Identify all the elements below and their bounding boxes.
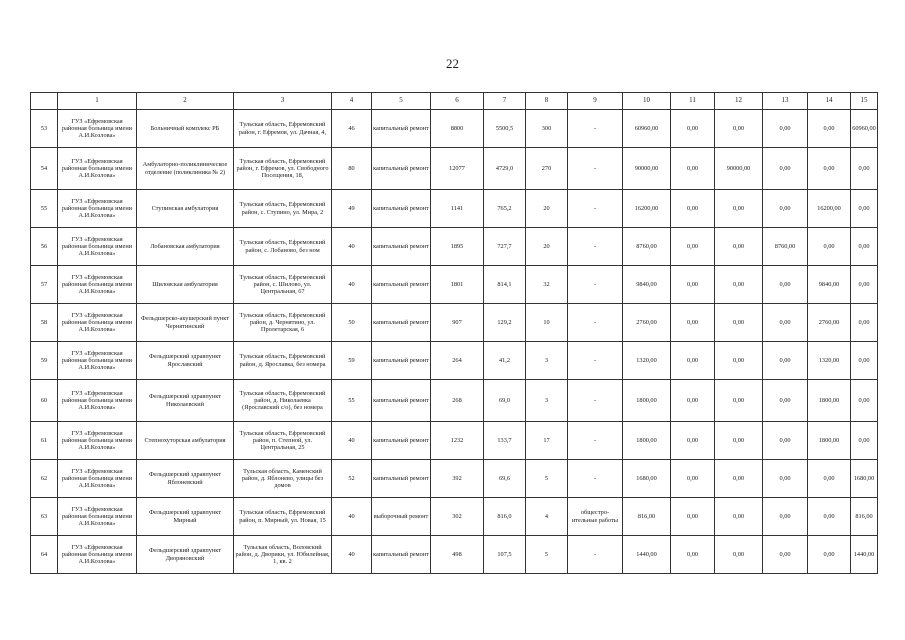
address-cell: Тульская область, Ефремовский район, п. Мирный, ул. Новая, 15	[234, 498, 332, 536]
repair-type-cell: капитальный ремонт	[372, 536, 431, 574]
repair-type-cell: капитальный ремонт	[372, 110, 431, 148]
col-13-cell: 0,00	[763, 304, 808, 342]
col-8-cell: 5	[526, 536, 568, 574]
col-7-cell: 4729,0	[484, 148, 526, 190]
col-13-cell: 0,00	[763, 536, 808, 574]
col-8-cell: 3	[526, 342, 568, 380]
address-cell: Тульская область, Воловский район, д. Дворики, ул. Юбилейная, 1, кв. 2	[234, 536, 332, 574]
repair-type-cell: капитальный ремонт	[372, 228, 431, 266]
row-number: 63	[31, 498, 58, 536]
object-name-cell: Степнохуторская амбулатория	[137, 422, 234, 460]
address-cell: Тульская область, Ефремовский район, д. Николаевка (Ярославский с/о), без номера	[234, 380, 332, 422]
organization-cell: ГУЗ «Ефремовская районная больница имени А.И.Козлова»	[58, 110, 137, 148]
col-9-cell: -	[568, 228, 623, 266]
col-10-cell: 90000,00	[623, 148, 671, 190]
row-number: 53	[31, 110, 58, 148]
header-cell-12: 12	[715, 93, 763, 110]
repair-type-cell: капитальный ремонт	[372, 422, 431, 460]
col-10-cell: 816,00	[623, 498, 671, 536]
col-11-cell: 0,00	[671, 304, 715, 342]
page-number: 22	[446, 56, 459, 71]
col-12-cell: 0,00	[715, 304, 763, 342]
col-8-cell: 32	[526, 266, 568, 304]
header-cell-7: 7	[484, 93, 526, 110]
col-8-cell: 3	[526, 380, 568, 422]
col-10-cell: 9840,00	[623, 266, 671, 304]
organization-cell: ГУЗ «Ефремовская районная больница имени А.И.Козлова»	[58, 536, 137, 574]
object-name-cell: Лобановская амбулатория	[137, 228, 234, 266]
col-8-cell: 300	[526, 110, 568, 148]
col-4-cell: 59	[332, 342, 372, 380]
col-8-cell: 20	[526, 228, 568, 266]
col-10-cell: 1440,00	[623, 536, 671, 574]
organization-cell: ГУЗ «Ефремовская районная больница имени А.И.Козлова»	[58, 342, 137, 380]
col-4-cell: 50	[332, 304, 372, 342]
table-row	[31, 422, 878, 460]
col-6-cell: 1895	[431, 228, 484, 266]
col-10-cell: 1800,00	[623, 422, 671, 460]
row-number: 64	[31, 536, 58, 574]
header-cell-9: 9	[568, 93, 623, 110]
col-15-cell: 0,00	[851, 422, 878, 460]
col-9-cell: -	[568, 422, 623, 460]
col-10-cell: 1320,00	[623, 342, 671, 380]
object-name-cell: Фельдшерский здравпункт Яблоневский	[137, 460, 234, 498]
object-name-cell: Шиловская амбулатория	[137, 266, 234, 304]
col-10-cell: 60960,00	[623, 110, 671, 148]
col-13-cell: 0,00	[763, 190, 808, 228]
col-8-cell: 10	[526, 304, 568, 342]
object-name-cell: Фельдшерский здравпункт Николаевский	[137, 380, 234, 422]
object-name-cell: Фельдшерский здравпункт Дворяновский	[137, 536, 234, 574]
col-15-cell: 1440,00	[851, 536, 878, 574]
col-8-cell: 4	[526, 498, 568, 536]
col-12-cell: 0,00	[715, 228, 763, 266]
col-14-cell: 0,00	[808, 460, 851, 498]
col-15-cell: 0,00	[851, 342, 878, 380]
col-13-cell: 8760,00	[763, 228, 808, 266]
col-13-cell: 0,00	[763, 460, 808, 498]
col-6-cell: 8800	[431, 110, 484, 148]
object-name-cell: Амбулаторно-поликлиническое отделение (поликлиника № 2)	[137, 148, 234, 190]
col-15-cell: 0,00	[851, 228, 878, 266]
col-7-cell: 107,5	[484, 536, 526, 574]
header-cell-11: 11	[671, 93, 715, 110]
col-12-cell: 0,00	[715, 380, 763, 422]
col-15-cell: 1680,00	[851, 460, 878, 498]
row-number: 55	[31, 190, 58, 228]
col-6-cell: 1141	[431, 190, 484, 228]
organization-cell: ГУЗ «Ефремовская районная больница имени А.И.Козлова»	[58, 460, 137, 498]
col-8-cell: 270	[526, 148, 568, 190]
col-14-cell: 1320,00	[808, 342, 851, 380]
header-cell-5: 5	[372, 93, 431, 110]
row-number: 57	[31, 266, 58, 304]
table-row	[31, 460, 878, 498]
repair-type-cell: капитальный ремонт	[372, 304, 431, 342]
table-row	[31, 228, 878, 266]
col-15-cell: 0,00	[851, 266, 878, 304]
col-14-cell: 0,00	[808, 110, 851, 148]
header-cell-4: 4	[332, 93, 372, 110]
table-row	[31, 190, 878, 228]
col-13-cell: 0,00	[763, 342, 808, 380]
facility-repair-table	[30, 92, 878, 574]
address-cell: Тульская область, Ефремовский район, г. Ефремов, ул. Дачная, 4,	[234, 110, 332, 148]
col-12-cell: 0,00	[715, 190, 763, 228]
col-6-cell: 12077	[431, 148, 484, 190]
row-number: 58	[31, 304, 58, 342]
col-11-cell: 0,00	[671, 342, 715, 380]
col-4-cell: 40	[332, 536, 372, 574]
col-4-cell: 40	[332, 228, 372, 266]
address-cell: Тульская область, Ефремовский район, д. Чернятино, ул. Пролетарская, 6	[234, 304, 332, 342]
object-name-cell: Фельдшерский здравпункт Мирный	[137, 498, 234, 536]
col-11-cell: 0,00	[671, 536, 715, 574]
col-12-cell: 0,00	[715, 498, 763, 536]
object-name-cell: Фельдшерский здравпункт Ярославский	[137, 342, 234, 380]
col-8-cell: 20	[526, 190, 568, 228]
address-cell: Тульская область, Каменский район, д. Яблонево, улицы без домов	[234, 460, 332, 498]
col-11-cell: 0,00	[671, 148, 715, 190]
col-11-cell: 0,00	[671, 110, 715, 148]
table-row	[31, 536, 878, 574]
col-12-cell: 0,00	[715, 536, 763, 574]
header-cell-8: 8	[526, 93, 568, 110]
col-9-cell: -	[568, 536, 623, 574]
col-15-cell: 0,00	[851, 148, 878, 190]
row-number: 54	[31, 148, 58, 190]
col-13-cell: 0,00	[763, 266, 808, 304]
header-cell-blank	[31, 93, 58, 110]
repair-type-cell: выборочный ремонт	[372, 498, 431, 536]
row-number: 56	[31, 228, 58, 266]
col-9-cell: -	[568, 304, 623, 342]
col-11-cell: 0,00	[671, 190, 715, 228]
col-14-cell: 2760,00	[808, 304, 851, 342]
col-9-cell: -	[568, 148, 623, 190]
col-11-cell: 0,00	[671, 266, 715, 304]
col-12-cell: 0,00	[715, 422, 763, 460]
row-number: 60	[31, 380, 58, 422]
header-cell-15: 15	[851, 93, 878, 110]
repair-type-cell: капитальный ремонт	[372, 460, 431, 498]
col-12-cell: 0,00	[715, 110, 763, 148]
col-9-cell: -	[568, 380, 623, 422]
col-11-cell: 0,00	[671, 380, 715, 422]
header-cell-3: 3	[234, 93, 332, 110]
col-12-cell: 0,00	[715, 460, 763, 498]
organization-cell: ГУЗ «Ефремовская районная больница имени А.И.Козлова»	[58, 148, 137, 190]
table-row	[31, 304, 878, 342]
col-14-cell: 0,00	[808, 148, 851, 190]
address-cell: Тульская область, Ефремовский район, г. Ефремов, ул. Свободного Посещения, 18,	[234, 148, 332, 190]
organization-cell: ГУЗ «Ефремовская районная больница имени А.И.Козлова»	[58, 422, 137, 460]
col-13-cell: 0,00	[763, 422, 808, 460]
col-8-cell: 17	[526, 422, 568, 460]
col-10-cell: 8760,00	[623, 228, 671, 266]
col-10-cell: 16200,00	[623, 190, 671, 228]
row-number: 61	[31, 422, 58, 460]
col-15-cell: 0,00	[851, 190, 878, 228]
header-cell-6: 6	[431, 93, 484, 110]
col-7-cell: 816,0	[484, 498, 526, 536]
col-4-cell: 52	[332, 460, 372, 498]
col-6-cell: 302	[431, 498, 484, 536]
col-7-cell: 727,7	[484, 228, 526, 266]
col-7-cell: 129,2	[484, 304, 526, 342]
address-cell: Тульская область, Ефремовский район, п. Степной, ул. Центральная, 25	[234, 422, 332, 460]
repair-type-cell: капитальный ремонт	[372, 342, 431, 380]
col-7-cell: 69,0	[484, 380, 526, 422]
col-4-cell: 46	[332, 110, 372, 148]
col-13-cell: 0,00	[763, 498, 808, 536]
object-name-cell: Ступинская амбулатория	[137, 190, 234, 228]
col-7-cell: 69,6	[484, 460, 526, 498]
organization-cell: ГУЗ «Ефремовская районная больница имени А.И.Козлова»	[58, 190, 137, 228]
col-14-cell: 0,00	[808, 498, 851, 536]
col-6-cell: 268	[431, 380, 484, 422]
col-4-cell: 80	[332, 148, 372, 190]
col-7-cell: 814,1	[484, 266, 526, 304]
organization-cell: ГУЗ «Ефремовская районная больница имени А.И.Козлова»	[58, 266, 137, 304]
col-6-cell: 1801	[431, 266, 484, 304]
col-15-cell: 0,00	[851, 380, 878, 422]
col-13-cell: 0,00	[763, 380, 808, 422]
col-4-cell: 40	[332, 266, 372, 304]
col-15-cell: 0,00	[851, 304, 878, 342]
col-9-cell: -	[568, 460, 623, 498]
col-7-cell: 133,7	[484, 422, 526, 460]
repair-type-cell: капитальный ремонт	[372, 190, 431, 228]
col-11-cell: 0,00	[671, 228, 715, 266]
col-10-cell: 1800,00	[623, 380, 671, 422]
col-4-cell: 40	[332, 498, 372, 536]
header-cell-2: 2	[137, 93, 234, 110]
col-9-cell: -	[568, 342, 623, 380]
col-6-cell: 1232	[431, 422, 484, 460]
col-4-cell: 55	[332, 380, 372, 422]
col-14-cell: 0,00	[808, 228, 851, 266]
col-7-cell: 765,2	[484, 190, 526, 228]
row-number: 59	[31, 342, 58, 380]
repair-type-cell: капитальный ремонт	[372, 148, 431, 190]
table-row	[31, 110, 878, 148]
col-15-cell: 60960,00	[851, 110, 878, 148]
col-4-cell: 49	[332, 190, 372, 228]
address-cell: Тульская область, Ефремовский район, с. Ступино, ул. Мира, 2	[234, 190, 332, 228]
table-row	[31, 266, 878, 304]
address-cell: Тульская область, Ефремовский район, с. Шилово, ул. Центральная, 67	[234, 266, 332, 304]
repair-type-cell: капитальный ремонт	[372, 380, 431, 422]
col-6-cell: 264	[431, 342, 484, 380]
header-cell-10: 10	[623, 93, 671, 110]
col-15-cell: 816,00	[851, 498, 878, 536]
col-9-cell: -	[568, 190, 623, 228]
table-row	[31, 498, 878, 536]
col-11-cell: 0,00	[671, 422, 715, 460]
col-9-cell: -	[568, 110, 623, 148]
header-cell-13: 13	[763, 93, 808, 110]
header-row	[31, 93, 878, 110]
col-14-cell: 0,00	[808, 536, 851, 574]
col-10-cell: 1680,00	[623, 460, 671, 498]
col-10-cell: 2760,00	[623, 304, 671, 342]
object-name-cell: Фельдшерско-акушерский пункт Чернятинский	[137, 304, 234, 342]
col-13-cell: 0,00	[763, 148, 808, 190]
row-number: 62	[31, 460, 58, 498]
organization-cell: ГУЗ «Ефремовская районная больница имени А.И.Козлова»	[58, 304, 137, 342]
header-cell-14: 14	[808, 93, 851, 110]
col-4-cell: 40	[332, 422, 372, 460]
address-cell: Тульская область, Ефремовский район, с. Лобаново, без ном	[234, 228, 332, 266]
col-6-cell: 498	[431, 536, 484, 574]
table-row	[31, 148, 878, 190]
repair-type-cell: капитальный ремонт	[372, 266, 431, 304]
col-9-cell: -	[568, 266, 623, 304]
col-14-cell: 16200,00	[808, 190, 851, 228]
col-9-cell: общестро-ительные работы	[568, 498, 623, 536]
col-12-cell: 0,00	[715, 266, 763, 304]
col-7-cell: 5500,5	[484, 110, 526, 148]
col-11-cell: 0,00	[671, 460, 715, 498]
table-row	[31, 342, 878, 380]
object-name-cell: Больничный комплекс РБ	[137, 110, 234, 148]
col-7-cell: 41,2	[484, 342, 526, 380]
col-13-cell: 0,00	[763, 110, 808, 148]
col-11-cell: 0,00	[671, 498, 715, 536]
address-cell: Тульская область, Ефремовский район, д. Ярославка, без номера	[234, 342, 332, 380]
col-14-cell: 9840,00	[808, 266, 851, 304]
col-6-cell: 392	[431, 460, 484, 498]
organization-cell: ГУЗ «Ефремовская районная больница имени А.И.Козлова»	[58, 228, 137, 266]
col-12-cell: 0,00	[715, 342, 763, 380]
col-14-cell: 1800,00	[808, 422, 851, 460]
col-6-cell: 907	[431, 304, 484, 342]
col-14-cell: 1800,00	[808, 380, 851, 422]
organization-cell: ГУЗ «Ефремовская районная больница имени А.И.Козлова»	[58, 498, 137, 536]
header-cell-1: 1	[58, 93, 137, 110]
table-row	[31, 380, 878, 422]
col-8-cell: 5	[526, 460, 568, 498]
col-12-cell: 90000,00	[715, 148, 763, 190]
organization-cell: ГУЗ «Ефремовская районная больница имени А.И.Козлова»	[58, 380, 137, 422]
